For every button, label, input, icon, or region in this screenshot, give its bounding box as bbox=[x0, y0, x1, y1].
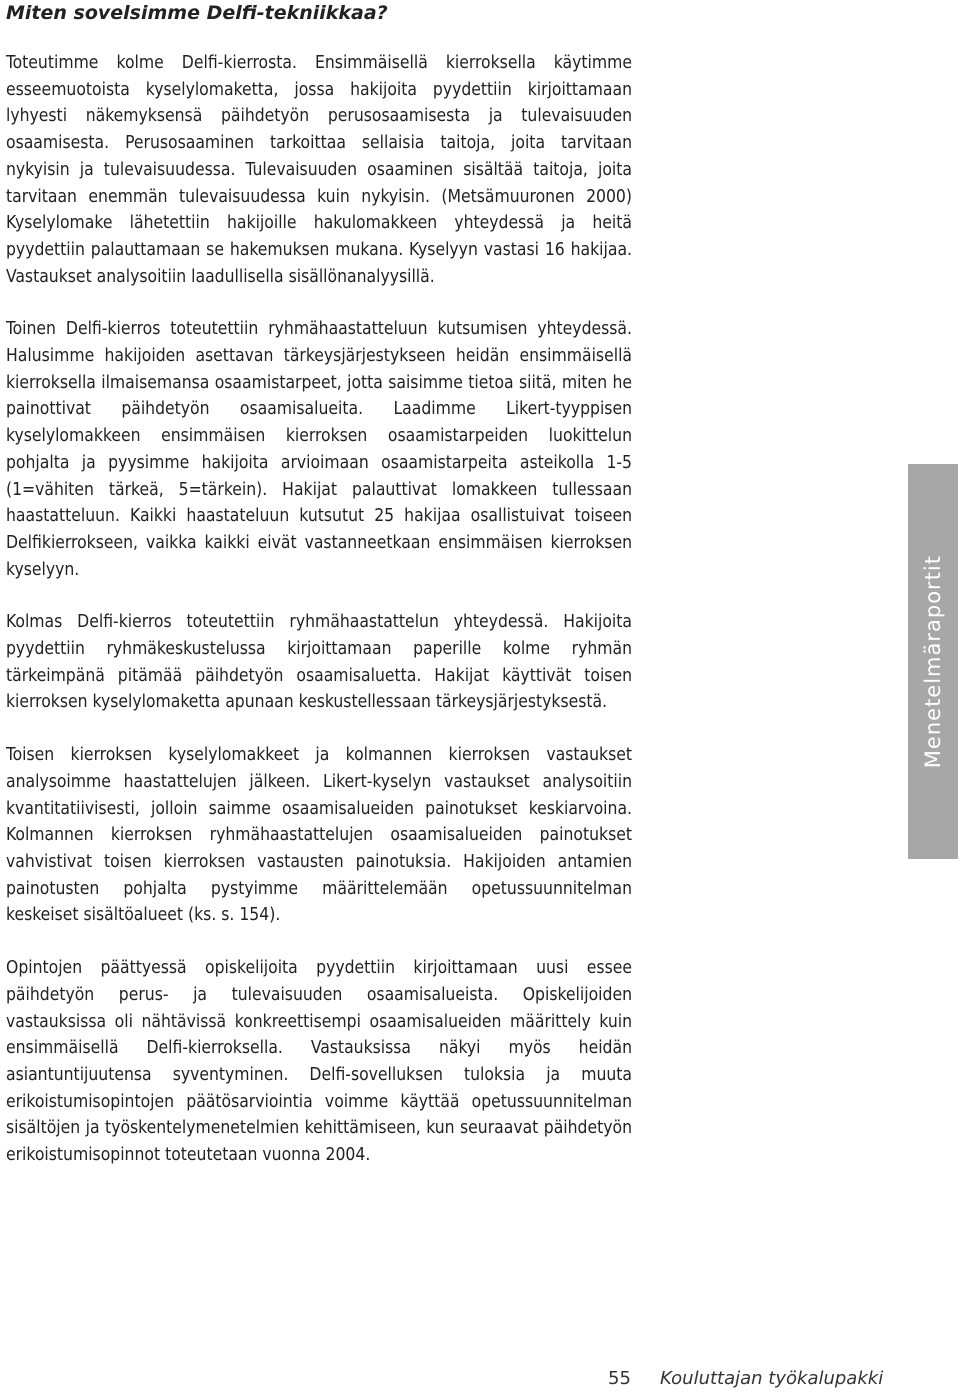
page-heading: Miten sovelsimme Delfi-tekniikkaa? bbox=[6, 2, 388, 24]
paragraph-2: Toinen Delfi-kierros toteutettiin ryhmähaastatteluun kutsumisen yhteydessä. Halusimme hakijoiden asettavan tärkeysjärjestykseen heidän ensimmäisellä kierroksella ilmaisemansa osaamistarpeet, jotta saisimme tietoa siitä, miten he painottivat päihdetyön osaamisalueita. Laadimme Likert-tyyppisen kyselylomakkeen ensimmäisen kierroksen osaamistarpeiden luokittelun pohjalta ja pyysimme hakijoita arvioimaan osaamistarpeita asteikolla 1-5 (1=vähiten tärkeä, 5=tärkein). Hakijat palauttivat lomakkeen tullessaan haastatteluun. Kaikki haastateluun kutsutut 25 hakijaa osallistuivat toiseen Delfikierrokseen, vaikka kaikki eivät vastanneetkaan ensimmäisen kierroksen kyselyyn. bbox=[6, 319, 632, 580]
paragraph-3: Kolmas Delfi-kierros toteutettiin ryhmähaastattelun yhteydessä. Hakijoita pyydettiin ryhmäkeskustelussa kirjoittamaan paperille kolme ryhmän tärkeimpänä pitämää päihdetyön osaamisaluetta. Hakijat käyttivät toisen kierroksen kyselylomaketta apunaan keskustellessaan tärkeysjärjestyksestä. bbox=[6, 612, 632, 713]
section-tab bbox=[908, 464, 958, 859]
paragraph-1: Toteutimme kolme Delfi-kierrosta. Ensimmäisellä kierroksella käytimme esseemuotoista kyselylomaketta, jossa hakijoita pyydettiin kirjoittamaan lyhyesti näkemyksensä päihdetyön perusosaamisesta ja tulevaisuuden osaamisesta. Perusosaaminen tarkoittaa sellaisia taitoja, joita tarvitaan nykyisin ja tulevaisuudessa. Tulevaisuuden osaaminen sisältää taitoja, joita tarvitaan enemmän tulevaisuudessa kuin nykyisin. (Metsämuuronen 2000) Kyselylomake lähetettiin hakijoille hakulomakkeen yhteydessä ja heitä pyydettiin palauttamaan se hakemuksen mukana. Kyselyyn vastasi 16 hakijaa. Vastaukset analysoitiin laadullisella sisällönanalyysillä. bbox=[6, 53, 632, 287]
page-number: 55 bbox=[608, 1368, 631, 1389]
body-text bbox=[6, 50, 632, 1195]
paragraph-4: Toisen kierroksen kyselylomakkeet ja kolmannen kierroksen vastaukset analysoimme haastattelujen jälkeen. Likert-kyselyn vastaukset analysoitiin kvantitatiivisesti, jolloin saimme osaamisalueiden painotukset keskiarvoina. Kolmannen kierroksen ryhmähaastattelujen osaamisalueiden painotukset vahvistivat toisen kierroksen vastausten painotuksia. Hakijoiden antamien painotusten pohjalta pystyimme määrittelemään opetussuunnitelman keskeiset sisältöalueet (ks. s. 154). bbox=[6, 745, 632, 926]
section-tab-label: Menetelmäraportit bbox=[921, 554, 945, 769]
paragraph-5: Opintojen päättyessä opiskelijoita pyydettiin kirjoittamaan uusi essee päihdetyön perus- ja tulevaisuuden osaamisalueista. Opiskelijoiden vastauksissa oli nähtävissä konkreettisempi osaamisalueiden määrittely kuin ensimmäisellä Delfi-kierroksella. Vastauksissa näkyi myös heidän asiantuntijuutensa syventyminen. Delfi-sovelluksen tuloksia ja muuta erikoistumisopintojen päätösarviointia voimme käyttää opetussuunnitelman sisältöjen ja työskentelymenetelmien kehittämiseen, kun seuraavat päihdetyön erikoistumisopinnot toteutetaan vuonna 2004. bbox=[6, 958, 632, 1166]
book-title: Kouluttajan työkalupakki bbox=[660, 1368, 884, 1389]
